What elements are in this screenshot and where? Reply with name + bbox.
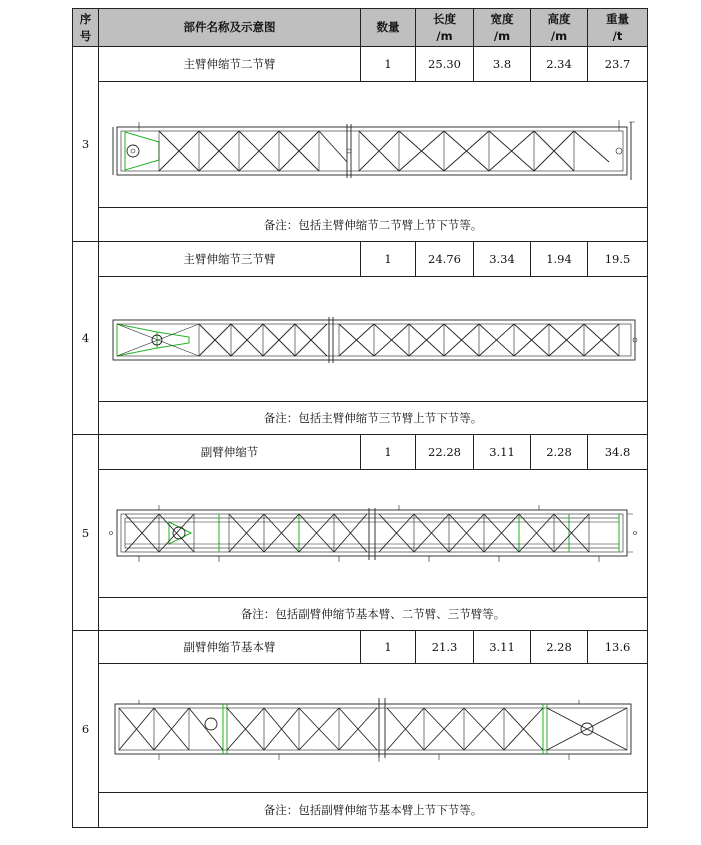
- part-width: 3.11: [474, 435, 531, 470]
- boom-diagram-4: [99, 277, 647, 401]
- header-weight: 重量 /t: [588, 9, 648, 47]
- part-length: 25.30: [416, 47, 474, 82]
- part-name: 副臂伸缩节: [99, 435, 361, 470]
- part-height: 1.94: [531, 242, 588, 277]
- part-diagram: [99, 470, 648, 598]
- part-note: 备注：包括副臂伸缩节基本臂上节下节等。: [99, 793, 648, 828]
- table-row: [73, 631, 648, 664]
- part-qty: 1: [361, 435, 416, 470]
- part-note: 备注：包括主臂伸缩节三节臂上节下节等。: [99, 402, 648, 435]
- part-width: 3.34: [474, 242, 531, 277]
- part-width: 3.8: [474, 47, 531, 82]
- part-note: 备注：包括主臂伸缩节二节臂上节下节等。: [99, 208, 648, 242]
- part-name: 副臂伸缩节基本臂: [99, 631, 361, 664]
- part-name: 主臂伸缩节三节臂: [99, 242, 361, 277]
- part-weight: 34.8: [588, 435, 648, 470]
- boom-diagram-3: [99, 82, 647, 207]
- header-row: [73, 9, 648, 47]
- part-qty: 1: [361, 631, 416, 664]
- part-note: 备注：包括副臂伸缩节基本臂、二节臂、三节臂等。: [99, 598, 648, 631]
- header-qty: 数量: [361, 9, 416, 47]
- part-length: 22.28: [416, 435, 474, 470]
- table-row: [73, 435, 648, 470]
- row-index: 3: [73, 47, 99, 242]
- part-qty: 1: [361, 242, 416, 277]
- part-width: 3.11: [474, 631, 531, 664]
- part-weight: 13.6: [588, 631, 648, 664]
- part-diagram: [99, 664, 648, 793]
- part-weight: 19.5: [588, 242, 648, 277]
- boom-diagram-6: [99, 664, 647, 792]
- part-qty: 1: [361, 47, 416, 82]
- part-length: 24.76: [416, 242, 474, 277]
- header-height: 高度 /m: [531, 9, 588, 47]
- boom-diagram-5: [99, 470, 647, 597]
- part-name: 主臂伸缩节二节臂: [99, 47, 361, 82]
- part-weight: 23.7: [588, 47, 648, 82]
- table-row: [73, 47, 648, 82]
- part-diagram: [99, 82, 648, 208]
- part-diagram: [99, 277, 648, 402]
- header-length: 长度 /m: [416, 9, 474, 47]
- table-row: [73, 242, 648, 277]
- header-name: 部件名称及示意图: [99, 9, 361, 47]
- header-width: 宽度 /m: [474, 9, 531, 47]
- row-index: 6: [73, 631, 99, 828]
- row-index: 5: [73, 435, 99, 631]
- component-table: [72, 8, 648, 828]
- part-height: 2.28: [531, 631, 588, 664]
- header-index: 序 号: [73, 9, 99, 47]
- part-length: 21.3: [416, 631, 474, 664]
- part-height: 2.28: [531, 435, 588, 470]
- part-height: 2.34: [531, 47, 588, 82]
- row-index: 4: [73, 242, 99, 435]
